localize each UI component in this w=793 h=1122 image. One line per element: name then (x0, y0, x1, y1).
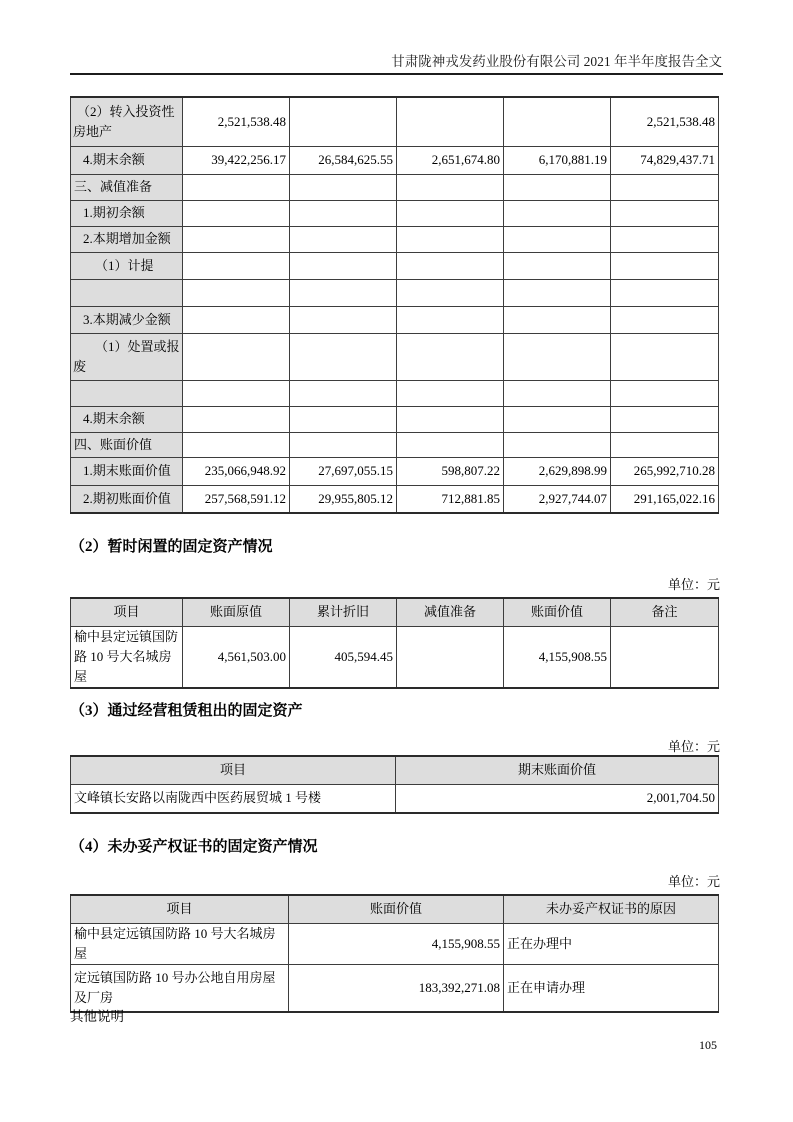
value-cell: 29,955,805.12 (290, 485, 397, 513)
item-name-cell: 定远镇国防路 10 号办公地自用房屋及厂房 (71, 964, 289, 1012)
value-cell (611, 252, 719, 279)
value-cell: 265,992,710.28 (611, 457, 719, 485)
value-cell (290, 200, 397, 226)
value-cell (183, 333, 290, 380)
value-cell (183, 279, 290, 306)
value-cell: 4,561,503.00 (183, 626, 290, 688)
value-cell (611, 174, 719, 200)
row-label-cell (71, 279, 183, 306)
value-cell (504, 432, 611, 457)
value-cell (611, 200, 719, 226)
column-header-cell: 项目 (71, 598, 183, 626)
column-header-cell: 减值准备 (397, 598, 504, 626)
value-cell (183, 200, 290, 226)
table-row (71, 964, 719, 1012)
value-cell (290, 252, 397, 279)
row-label-cell: 4.期末余额 (71, 146, 183, 174)
value-cell (183, 406, 290, 432)
value-cell: 74,829,437.71 (611, 146, 719, 174)
value-cell: 39,422,256.17 (183, 146, 290, 174)
leased-out-assets-table (70, 755, 719, 814)
unit-label: 单位：元 (667, 577, 720, 592)
value-cell: 2,521,538.48 (183, 97, 290, 146)
row-label-cell: 四、账面价值 (71, 432, 183, 457)
value-cell (611, 279, 719, 306)
table-row (71, 784, 719, 813)
value-cell (611, 333, 719, 380)
table-row (71, 306, 719, 333)
value-cell (611, 306, 719, 333)
idle-fixed-assets-table (70, 597, 719, 689)
table-row (71, 174, 719, 200)
value-cell: 712,881.85 (397, 485, 504, 513)
value-cell: 2,521,538.48 (611, 97, 719, 146)
header-rule (70, 73, 723, 75)
value-cell (183, 174, 290, 200)
fixed-assets-continued-table (70, 96, 719, 514)
value-cell (290, 406, 397, 432)
value-cell: 正在申请办理 (504, 964, 719, 1012)
row-label-cell: （2）转入投资性房地产 (71, 97, 183, 146)
row-label-cell (71, 380, 183, 406)
row-label-cell: 2.本期增加金额 (71, 226, 183, 252)
section-heading-no-certificate-assets: （4）未办妥产权证书的固定资产情况 (70, 839, 318, 855)
value-cell: 4,155,908.55 (504, 626, 611, 688)
row-label-cell: （1）处置或报废 (71, 333, 183, 380)
table-header-row (71, 756, 719, 784)
table-row (71, 226, 719, 252)
row-label-cell: 1.期末账面价值 (71, 457, 183, 485)
column-header-cell: 账面价值 (289, 895, 504, 923)
value-cell (290, 333, 397, 380)
table-row (71, 380, 719, 406)
table-row (71, 485, 719, 513)
value-cell (397, 432, 504, 457)
table-row (71, 406, 719, 432)
table-row (71, 457, 719, 485)
value-cell (611, 226, 719, 252)
value-cell: 4,155,908.55 (289, 923, 504, 964)
value-cell: 183,392,271.08 (289, 964, 504, 1012)
value-cell: 正在办理中 (504, 923, 719, 964)
value-cell (397, 380, 504, 406)
table-row (71, 626, 719, 688)
value-cell (397, 279, 504, 306)
value-cell: 235,066,948.92 (183, 457, 290, 485)
value-cell (290, 174, 397, 200)
unit-label: 单位：元 (667, 739, 720, 754)
value-cell (183, 226, 290, 252)
table-header-row (71, 598, 719, 626)
value-cell (290, 432, 397, 457)
value-cell: 598,807.22 (397, 457, 504, 485)
value-cell: 27,697,055.15 (290, 457, 397, 485)
value-cell: 291,165,022.16 (611, 485, 719, 513)
value-cell: 2,001,704.50 (396, 784, 719, 813)
value-cell: 2,651,674.80 (397, 146, 504, 174)
row-label-cell: 1.期初余额 (71, 200, 183, 226)
value-cell (397, 97, 504, 146)
value-cell (504, 226, 611, 252)
item-name-cell: 榆中县定远镇国防路 10 号大名城房屋 (71, 923, 289, 964)
column-header-cell: 项目 (71, 756, 396, 784)
row-label-cell: 2.期初账面价值 (71, 485, 183, 513)
value-cell: 2,927,744.07 (504, 485, 611, 513)
value-cell (504, 333, 611, 380)
no-certificate-assets-table (70, 894, 719, 1013)
table-row (71, 146, 719, 174)
value-cell (290, 380, 397, 406)
table-row (71, 923, 719, 964)
column-header-cell: 期末账面价值 (396, 756, 719, 784)
value-cell (504, 279, 611, 306)
value-cell (504, 406, 611, 432)
value-cell (611, 380, 719, 406)
value-cell (397, 200, 504, 226)
value-cell (183, 380, 290, 406)
row-label-cell: 4.期末余额 (71, 406, 183, 432)
value-cell: 405,594.45 (290, 626, 397, 688)
value-cell (183, 432, 290, 457)
row-label-cell: 三、减值准备 (71, 174, 183, 200)
value-cell (504, 252, 611, 279)
row-label-cell: （1）计提 (71, 252, 183, 279)
table-row (71, 200, 719, 226)
value-cell (611, 406, 719, 432)
table-row (71, 252, 719, 279)
section-heading-idle-fixed-assets: （2）暂时闲置的固定资产情况 (70, 539, 273, 555)
report-header-title: 甘肃陇神戎发药业股份有限公司 2021 年半年度报告全文 (391, 54, 722, 69)
value-cell (397, 626, 504, 688)
table-row (71, 279, 719, 306)
column-header-cell: 账面价值 (504, 598, 611, 626)
item-name-cell: 榆中县定远镇国防路 10 号大名城房屋 (71, 626, 183, 688)
section-heading-leased-out-assets: （3）通过经营租赁租出的固定资产 (70, 703, 303, 719)
value-cell (290, 226, 397, 252)
value-cell (504, 380, 611, 406)
table-row (71, 333, 719, 380)
other-notes-label: 其他说明 (70, 1009, 124, 1024)
value-cell (611, 432, 719, 457)
item-name-cell: 文峰镇长安路以南陇西中医药展贸城 1 号楼 (71, 784, 396, 813)
table-header-row (71, 895, 719, 923)
page-number: 105 (699, 1038, 717, 1052)
value-cell (504, 200, 611, 226)
value-cell (397, 406, 504, 432)
table-row (71, 97, 719, 146)
value-cell: 257,568,591.12 (183, 485, 290, 513)
row-label-cell: 3.本期减少金额 (71, 306, 183, 333)
value-cell (504, 97, 611, 146)
value-cell (397, 174, 504, 200)
value-cell (397, 333, 504, 380)
value-cell (397, 306, 504, 333)
unit-label: 单位：元 (667, 874, 720, 889)
value-cell (290, 97, 397, 146)
value-cell (183, 252, 290, 279)
column-header-cell: 账面原值 (183, 598, 290, 626)
value-cell (611, 626, 719, 688)
value-cell (504, 174, 611, 200)
value-cell: 2,629,898.99 (504, 457, 611, 485)
value-cell: 6,170,881.19 (504, 146, 611, 174)
column-header-cell: 备注 (611, 598, 719, 626)
value-cell (290, 306, 397, 333)
column-header-cell: 累计折旧 (290, 598, 397, 626)
value-cell (397, 252, 504, 279)
value-cell (397, 226, 504, 252)
value-cell: 26,584,625.55 (290, 146, 397, 174)
value-cell (504, 306, 611, 333)
table-row (71, 432, 719, 457)
value-cell (290, 279, 397, 306)
value-cell (183, 306, 290, 333)
column-header-cell: 未办妥产权证书的原因 (504, 895, 719, 923)
column-header-cell: 项目 (71, 895, 289, 923)
